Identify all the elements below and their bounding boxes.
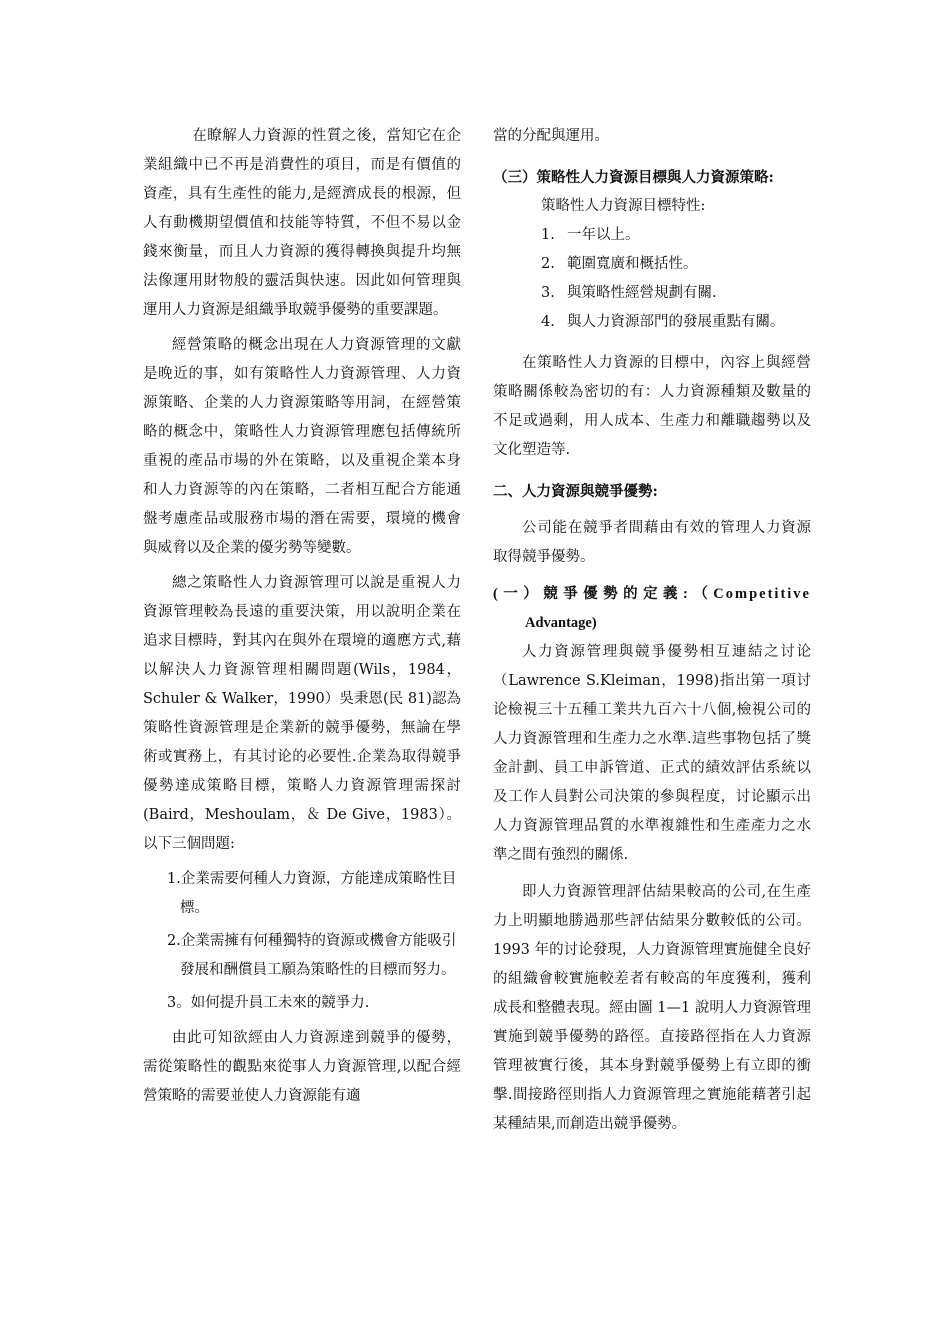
paragraph-goal-content: 在策略性人力資源的目標中，內容上與經營策略關係較為密切的有：人力資源種類及數量的不足或過剩，用人成本、生產力和離職趨勢以及文化塑造等. xyxy=(493,355,811,458)
goal-characteristics-list xyxy=(493,221,811,337)
goal-item-number: 1. xyxy=(541,227,555,243)
goal-item-1 xyxy=(493,221,811,250)
goal-item-number: 2. xyxy=(541,256,555,272)
goal-item-text: 與人力資源部門的發展重點有關。 xyxy=(567,314,785,330)
heading-strategic-hr-goals: （三）策略性人力資源目標與人力資源策略: xyxy=(493,169,774,186)
heading-competitive-advantage-definition-cont: Advantage) xyxy=(525,615,597,631)
right-column xyxy=(493,122,811,1139)
paragraph-competitive-intro: 公司能在競爭者間藉由有效的管理人力資源取得競爭優勢。 xyxy=(493,520,811,565)
goal-item-text: 一年以上。 xyxy=(567,227,640,243)
paragraph-hr-nature: 在瞭解人力資源的性質之後，當知它在企業組織中已不再是消費性的項目，而是有價值的資產，具有生產性的能力,是經濟成長的根源，但人有動機期望價值和技能等特質，不但不易以金錢來衡量，而且人力資源的獲得轉換與提升均無法像運用財物般的靈活與快速。因此如何管理與運用人力資源是組織爭取競爭優勢的重要課題。 xyxy=(143,128,461,318)
goal-item-3 xyxy=(493,279,811,308)
question-item-3: 3。如何提升員工未來的競爭力. xyxy=(167,995,370,1011)
paragraph-business-strategy: 經營策略的概念出現在人力資源管理的文獻是晚近的事，如有策略性人力資源管理、人力資源策略、企業的人力資源策略等用詞，在經營策略的概念中，策略性人力資源管理應包括傳統所重視的產品市場的外在策略，以及重視企業本身和人力資源等的內在策略，二者相互配合方能通盤考慮產品或服務市場的潛在需要，環境的機會與威脅以及企業的優劣勢等變數。 xyxy=(143,337,461,556)
paragraph-strategic-hrm: 總之策略性人力資源管理可以說是重視人力資源管理較為長遠的重要決策，用以說明企業在追求目標時，對其內在與外在環境的適應方式,藉以解決人力資源管理相關問題(Wils，1984，Schuler & Walker，1990）吳秉恩(民 81)認為策略性資源管理是企業新的競爭優勢，無論在學術或實務上，有其讨论的必要性.企業為取得競爭優勢達成策略目標，策略人力資源管理需探討(Baird，Meshoulam，＆ De Give，1983）。以下三個問題: xyxy=(143,575,461,852)
goal-item-number: 3. xyxy=(541,285,555,301)
paragraph-conclusion: 由此可知欲經由人力資源達到競爭的優勢，需從策略性的觀點來從事人力資源管理,以配合經營策略的需要並使人力資源能有適 xyxy=(143,1030,461,1104)
paragraph-kleiman-study: 人力資源管理與競爭優勢相互連結之讨论（Lawrence S.Kleiman，1998)指出第一項讨论檢視三十五種工業共九百六十八個,檢視公司的人力資源管理和生產力之水準.這些事物包括了獎金計劃、員工申訴管道、正式的績效評估系統以及工作人員對公司決策的參與程度，讨论顯示出人力資源管理品質的水準複雜性和生產產力之水準之間有強烈的關係. xyxy=(493,644,811,863)
goal-item-text: 與策略性經營規劃有關. xyxy=(567,285,717,301)
question-list xyxy=(161,865,461,1018)
goal-item-4 xyxy=(493,308,811,337)
goal-item-number: 4. xyxy=(541,314,555,330)
heading-hr-competitive-advantage: 二、人力資源與競爭優勢: xyxy=(493,483,658,500)
left-column xyxy=(143,122,461,1111)
question-item-1: 1.企業需要何種人力資源，方能達成策略性目標。 xyxy=(167,871,457,916)
heading-competitive-advantage-definition: (一）競爭優勢的定義:（Competitive xyxy=(493,586,811,602)
paragraph-continuation: 當的分配與運用。 xyxy=(493,128,609,144)
goal-characteristics-intro: 策略性人力資源目標特性: xyxy=(541,198,706,214)
paragraph-performance-paths: 即人力資源管理評估結果較高的公司,在生產力上明顯地勝過那些評估結果分數較低的公司。1993 年的讨论發現，人力資源管理實施健全良好的組織會較實施較差者有較高的年度獲利，獲利成長和整體表現。經由圖 1—1 說明人力資源管理實施到競爭優勢的路徑。直接路徑指在人力資源管理被實行後，其本身對競爭優勢上有立即的衝擊.間接路徑則指人力資源管理之實施能藉著引起某種結果,而創造出競爭優勢。 xyxy=(493,884,811,1132)
question-item-2: 2.企業需擁有何種獨特的資源或機會方能吸引發展和酬償員工願為策略性的目標而努力。 xyxy=(167,933,457,978)
goal-item-2 xyxy=(493,250,811,279)
goal-item-text: 範圍寬廣和概括性。 xyxy=(567,256,698,272)
